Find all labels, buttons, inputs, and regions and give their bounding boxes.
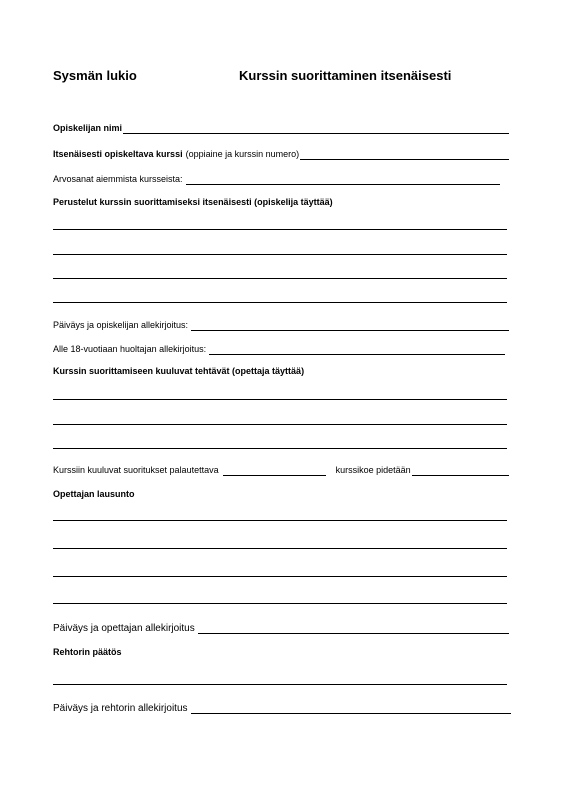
principal-sign-field[interactable]: [191, 704, 511, 714]
statement-line-2[interactable]: [53, 548, 507, 549]
guardian-sign-field[interactable]: [209, 345, 505, 355]
reasons-line-3[interactable]: [53, 278, 507, 279]
teacher-sign-label: Päiväys ja opettajan allekirjoitus: [53, 623, 195, 634]
student-name-label: Opiskelijan nimi: [53, 123, 123, 133]
tasks-heading: Kurssin suorittamiseen kuuluvat tehtävät (opettaja täyttää): [53, 366, 305, 376]
school-name: Sysmän lukio: [53, 68, 137, 83]
student-sign-row: [53, 317, 509, 331]
tasks-line-1[interactable]: [53, 399, 507, 400]
reasons-line-2[interactable]: [53, 254, 507, 255]
principal-sign-label: Päiväys ja rehtorin allekirjoitus: [53, 703, 188, 714]
reasons-line-1[interactable]: [53, 229, 507, 230]
exam-label: kurssikoe pidetään: [335, 465, 411, 475]
grades-row: [53, 171, 500, 185]
reasons-line-4[interactable]: [53, 302, 507, 303]
guardian-sign-row: [53, 341, 505, 355]
course-label: Itsenäisesti opiskeltava kurssi: [53, 149, 183, 159]
returned-label: Kurssiin kuuluvat suoritukset palautettava: [53, 465, 219, 475]
student-sign-label: Päiväys ja opiskelijan allekirjoitus:: [53, 320, 189, 330]
teacher-statement-heading: Opettajan lausunto: [53, 489, 135, 499]
student-name-field[interactable]: [123, 124, 509, 134]
tasks-line-2[interactable]: [53, 424, 507, 425]
grades-field[interactable]: [186, 175, 500, 185]
decision-line-1[interactable]: [53, 684, 507, 685]
returned-field[interactable]: [223, 466, 326, 476]
statement-line-1[interactable]: [53, 520, 507, 521]
course-label-note: (oppiaine ja kurssin numero): [185, 149, 300, 159]
statement-line-3[interactable]: [53, 576, 507, 577]
principal-sign-row: [53, 700, 511, 714]
grades-label: Arvosanat aiemmista kursseista:: [53, 174, 183, 184]
course-field[interactable]: [300, 150, 509, 160]
course-row: [53, 146, 509, 160]
tasks-line-3[interactable]: [53, 448, 507, 449]
teacher-sign-row: [53, 620, 509, 634]
student-name-row: [53, 120, 509, 134]
guardian-sign-label: Alle 18-vuotiaan huoltajan allekirjoitus:: [53, 344, 207, 354]
deadline-row: [53, 462, 509, 476]
student-sign-field[interactable]: [191, 321, 509, 331]
statement-line-4[interactable]: [53, 603, 507, 604]
form-title: Kurssin suorittaminen itsenäisesti: [239, 68, 452, 83]
principal-decision-heading: Rehtorin päätös: [53, 647, 122, 657]
teacher-sign-field[interactable]: [198, 624, 509, 634]
exam-field[interactable]: [412, 466, 509, 476]
reasons-heading: Perustelut kurssin suorittamiseksi itsenäisesti (opiskelija täyttää): [53, 197, 333, 207]
